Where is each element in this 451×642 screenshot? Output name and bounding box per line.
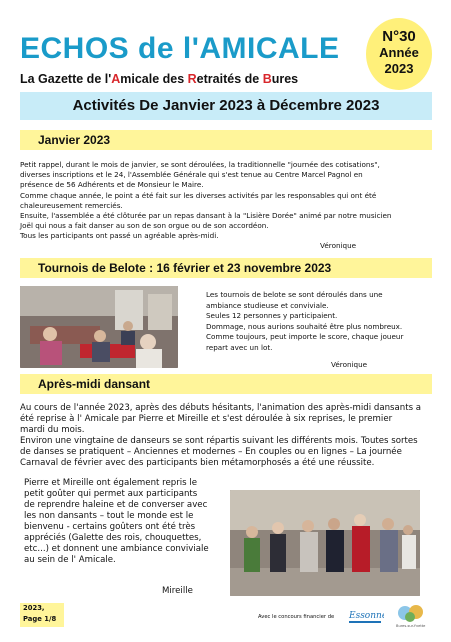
sponsor-label: Avec le concours financier de [258,614,335,620]
text-line: Tous les participants ont passé un agréable après-midi. [20,231,219,241]
text-line: chaleureusement remerciés. [20,200,123,210]
section-body-dance [20,403,432,469]
bures-logo [394,603,432,629]
text-line: repart avec un lot. [206,342,273,352]
issue-year: 2023 [384,61,414,76]
text-line: Les tournois de belote se sont déroulés dans une [206,290,383,299]
essonne-logo-text: Essonne [349,611,384,621]
text-line: appréciés (Galette des rois, chouquettes, [24,533,202,543]
activities-banner: Activités De Janvier 2023 à Décembre 2023 [20,92,432,120]
dance-photo-image [230,490,420,596]
section-heading-dance [20,374,432,394]
subtitle-initial-b: B [262,72,272,86]
subtitle-part: micale des [120,72,188,86]
subtitle-part: La Gazette de l' [20,72,112,86]
page-number-box [20,603,64,627]
bures-logo-text: Bures-sur-Yvette [396,624,426,628]
subtitle-initial-r: R [187,72,197,86]
section-heading-text: Tournois de Belote : 16 février et 23 novembre 2023 [38,261,332,275]
text-line: Carnaval de février avec des participants bien métamorphosés a été une réussite. [20,458,375,468]
text-line: bienvenu - certains goûters ont été très [24,522,196,532]
signature-mireille: Mireille [162,586,193,596]
section-body-january [20,160,432,242]
text-line: Pierre et Mireille ont également repris le [24,478,198,488]
section-heading-january [20,130,432,150]
section-heading-belote [20,258,432,278]
gazette-title: ECHOS de l'AMICALE [20,32,340,65]
bures-logo-icon [394,603,432,629]
text-line: les non dansants – tout le monde est le [24,511,194,521]
text-line: petit goûter qui permet aux participants [24,489,198,499]
signature-veronique-1: Véronique [320,241,357,250]
section-body-dance-column [24,478,219,566]
subtitle-part: ures [271,72,299,86]
essonne-logo-icon [346,605,384,627]
gazette-subtitle [20,72,298,86]
page-year: 2023, [23,604,45,612]
essonne-logo [346,605,384,627]
section-heading-text: Janvier 2023 [38,133,111,147]
text-line: présence de 56 Adhérents et de Monsieur le Maire. [20,180,204,190]
text-line: Comme chaque année, le point a été fait sur les diverses activités par les responsables qui ont été [20,190,377,200]
text-line: de danses se pratiquent – Anciennes et modernes – En couples ou en lignes – La journée [20,447,402,457]
page-label: Page 1/8 [23,615,57,623]
text-line: etc...) et donnent une ambiance conviviale [24,544,209,554]
belote-photo-image [20,286,178,368]
text-line: diverses inscriptions et le 24, l'Assemblée Générale qui s'est tenue au Centre Marcel Pagnol en [20,170,363,180]
text-line: de reprendre haleine et de converser avec [24,500,208,510]
text-line: Dommage, nous aurions souhaité être plus nombreux. [206,321,403,331]
section-heading-text: Après-midi dansant [38,377,151,391]
subtitle-part: etraités de [196,72,263,86]
text-line: ambiance studieuse et conviviale. [206,300,329,310]
section-body-belote [206,290,426,354]
text-line: été reprise à l' Amicale par Pierre et Mireille et s'est déroulée à six reprises, le premier [20,414,393,424]
belote-photo [20,286,178,368]
text-line: Ensuite, l'assemblée a été clôturée par un repas dansant à la "Lisière Dorée" animé par notre musicien [20,211,392,221]
issue-number: N°30 [382,28,416,45]
text-line: Seules 12 personnes y participaient. [206,311,338,321]
text-line: au sein de l' Amicale. [24,555,116,565]
text-line: Au cours de l'année 2023, après des débuts hésitants, l'animation des après-midi dansants a [20,403,422,413]
dance-photo [230,490,420,596]
text-line: Joël qui nous a fait danser au son de son orgue ou de son accordéon. [20,221,269,231]
issue-year-label: Année [379,45,419,60]
text-line: mardi du mois. [20,425,85,435]
issue-badge [366,18,432,90]
text-line: Environ une vingtaine de danseurs se sont répartis suivant les différents mois. Toutes sortes [20,436,418,446]
signature-veronique-2: Véronique [331,360,368,369]
text-line: Petit rappel, durant le mois de janvier, se sont déroulées, la traditionnelle "journée des cotisations", [20,160,380,169]
text-line: Comme toujours, peut importe le score, chaque joueur [206,332,404,342]
subtitle-initial-a: A [111,72,121,86]
